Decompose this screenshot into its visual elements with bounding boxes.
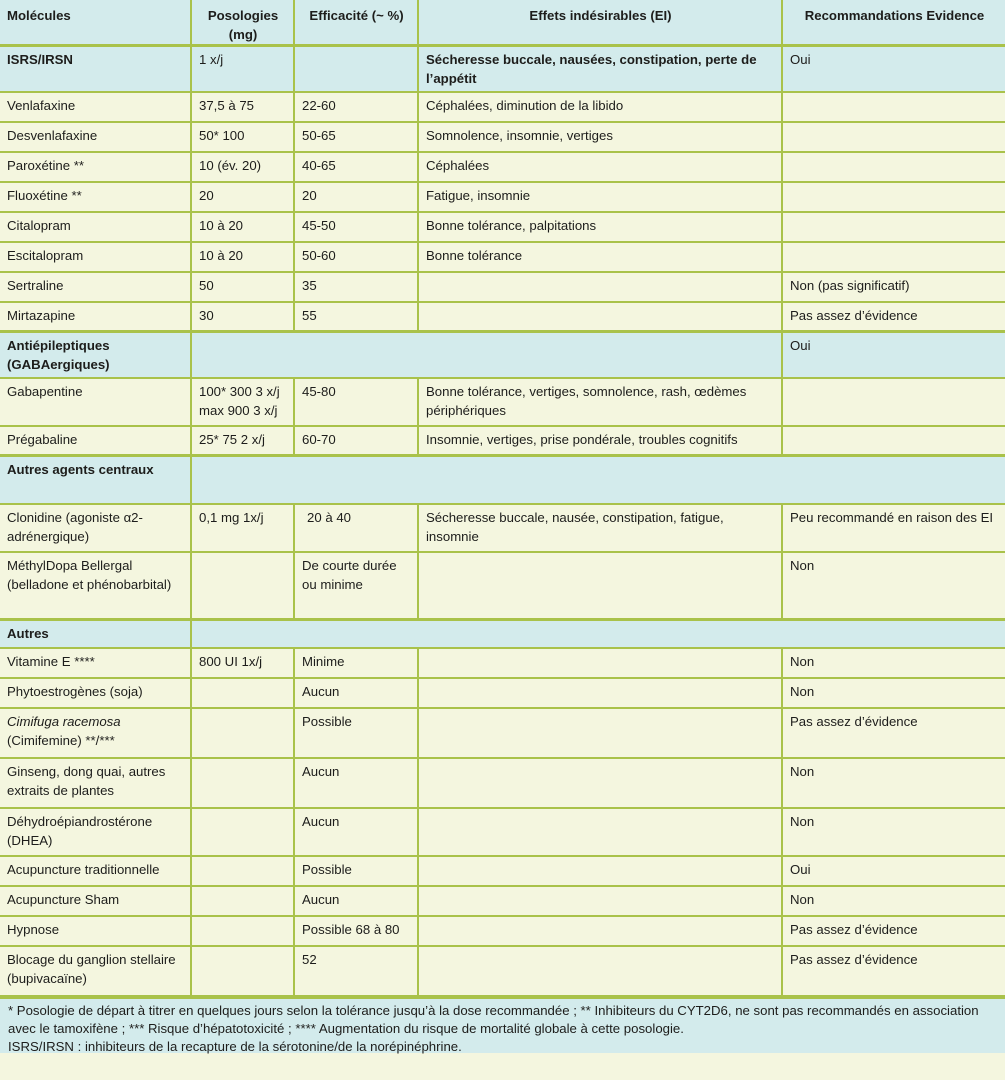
posologie-cell: 10 à 20 bbox=[191, 242, 294, 272]
table-row bbox=[0, 946, 1005, 996]
posologie-cell bbox=[191, 552, 294, 620]
recommandation-cell: Non bbox=[782, 648, 1005, 678]
efficacite-cell: 45-50 bbox=[294, 212, 418, 242]
table-row bbox=[0, 808, 1005, 856]
table-row bbox=[0, 678, 1005, 708]
molecule-cell: Acupuncture traditionnelle bbox=[0, 856, 191, 886]
table-row bbox=[0, 182, 1005, 212]
molecule-cell: Sertraline bbox=[0, 272, 191, 302]
group-label: Autres agents centraux bbox=[0, 456, 191, 504]
molecule-name: (Cimifemine) **/*** bbox=[7, 732, 115, 748]
effets-cell: Céphalées bbox=[418, 152, 782, 182]
posologie-cell: 25* 75 2 x/j bbox=[191, 426, 294, 456]
table-row bbox=[0, 552, 1005, 620]
posologie-cell bbox=[191, 916, 294, 946]
recommandation-cell: Non bbox=[782, 808, 1005, 856]
posologie-cell: 100* 300 3 x/j max 900 3 x/j bbox=[191, 378, 294, 426]
header-molecules: Molécules bbox=[0, 0, 191, 46]
molecule-cell: Paroxétine ** bbox=[0, 152, 191, 182]
footnote-text: * Posologie de départ à titrer en quelques jours selon la tolérance jusqu’à la dose recommandée ; ** Inhibiteurs du CYT2D6, ne sont pas recommandés en association avec le tamoxifène ; *** Risque d’hépatotoxicité ; **** Augmentation du risque de mortalité globale à cette posologie. bbox=[8, 1002, 979, 1036]
header-recommandations: Recommandations Evidence bbox=[782, 0, 1005, 46]
molecule-cell: Gabapentine bbox=[0, 378, 191, 426]
recommandation-cell bbox=[782, 426, 1005, 456]
recommandation-cell bbox=[782, 182, 1005, 212]
effets-cell: Somnolence, insomnie, vertiges bbox=[418, 122, 782, 152]
posologie-cell bbox=[191, 678, 294, 708]
molecule-cell: Hypnose bbox=[0, 916, 191, 946]
effets-cell bbox=[418, 758, 782, 808]
efficacite-cell: Aucun bbox=[294, 886, 418, 916]
molecule-cell: Venlafaxine bbox=[0, 92, 191, 122]
effets-cell: Céphalées, diminution de la libido bbox=[418, 92, 782, 122]
posologie-cell bbox=[191, 886, 294, 916]
recommandation-cell: Pas assez d’évidence bbox=[782, 302, 1005, 332]
effets-cell bbox=[418, 856, 782, 886]
efficacite-cell: 52 bbox=[294, 946, 418, 996]
molecule-cell: MéthylDopa Bellergal (belladone et phénobarbital) bbox=[0, 552, 191, 620]
efficacite-cell: 50-60 bbox=[294, 242, 418, 272]
posologie-cell bbox=[191, 758, 294, 808]
molecule-italic-name: Cimifuga racemosa bbox=[7, 713, 121, 729]
effets-cell bbox=[418, 302, 782, 332]
efficacite-cell: 20 bbox=[294, 182, 418, 212]
molecule-cell: Escitalopram bbox=[0, 242, 191, 272]
posologie-cell: 50* 100 bbox=[191, 122, 294, 152]
molecule-cell: Vitamine E **** bbox=[0, 648, 191, 678]
table-row bbox=[0, 708, 1005, 758]
recommandation-cell bbox=[782, 212, 1005, 242]
molecule-cell: Ginseng, dong quai, autres extraits de plantes bbox=[0, 758, 191, 808]
posologie-cell bbox=[191, 808, 294, 856]
posologie-cell: 30 bbox=[191, 302, 294, 332]
recommandation-cell: Peu recommandé en raison des EI bbox=[782, 504, 1005, 552]
table-row bbox=[0, 916, 1005, 946]
efficacite-cell: 55 bbox=[294, 302, 418, 332]
posologie-cell: 0,1 mg 1x/j bbox=[191, 504, 294, 552]
table-row bbox=[0, 504, 1005, 552]
posologie-cell bbox=[191, 946, 294, 996]
efficacite-cell: 60-70 bbox=[294, 426, 418, 456]
table-row bbox=[0, 272, 1005, 302]
efficacite-cell: 35 bbox=[294, 272, 418, 302]
table-row bbox=[0, 242, 1005, 272]
group-label: Antiépileptiques (GABAergiques) bbox=[0, 332, 191, 378]
molecule-cell: Mirtazapine bbox=[0, 302, 191, 332]
table-row bbox=[0, 152, 1005, 182]
efficacite-cell: 45-80 bbox=[294, 378, 418, 426]
effets-cell bbox=[418, 272, 782, 302]
header-posologies: Posologies (mg) bbox=[191, 0, 294, 46]
molecule-cell: Fluoxétine ** bbox=[0, 182, 191, 212]
table-row bbox=[0, 426, 1005, 456]
recommandation-cell: Non (pas significatif) bbox=[782, 272, 1005, 302]
effets-cell bbox=[418, 648, 782, 678]
recommandation-cell: Oui bbox=[782, 856, 1005, 886]
group-poso: 1 x/j bbox=[191, 46, 294, 92]
recommandation-cell: Non bbox=[782, 552, 1005, 620]
table-row bbox=[0, 122, 1005, 152]
recommandation-cell bbox=[782, 378, 1005, 426]
group-row-autres-agents bbox=[0, 456, 1005, 504]
recommandation-cell bbox=[782, 242, 1005, 272]
effets-cell: Insomnie, vertiges, prise pondérale, troubles cognitifs bbox=[418, 426, 782, 456]
molecule-cell: Citalopram bbox=[0, 212, 191, 242]
recommandation-cell: Pas assez d’évidence bbox=[782, 946, 1005, 996]
recommandation-cell: Non bbox=[782, 886, 1005, 916]
molecule-cell bbox=[0, 708, 191, 758]
molecule-cell: Phytoestrogènes (soja) bbox=[0, 678, 191, 708]
table-row bbox=[0, 758, 1005, 808]
efficacite-cell: 22-60 bbox=[294, 92, 418, 122]
molecule-cell: Desvenlafaxine bbox=[0, 122, 191, 152]
efficacite-cell: Aucun bbox=[294, 758, 418, 808]
efficacite-cell: 20 à 40 bbox=[294, 504, 418, 552]
posologie-cell: 10 (év. 20) bbox=[191, 152, 294, 182]
effets-cell: Fatigue, insomnie bbox=[418, 182, 782, 212]
recommandation-cell: Pas assez d’évidence bbox=[782, 708, 1005, 758]
molecule-cell: Prégabaline bbox=[0, 426, 191, 456]
effets-cell bbox=[418, 808, 782, 856]
efficacite-cell: De courte durée ou minime bbox=[294, 552, 418, 620]
effets-cell: Bonne tolérance bbox=[418, 242, 782, 272]
group-label: ISRS/IRSN bbox=[0, 46, 191, 92]
posologie-cell: 20 bbox=[191, 182, 294, 212]
effets-cell bbox=[418, 946, 782, 996]
effets-cell: Sécheresse buccale, nausée, constipation, fatigue, insomnie bbox=[418, 504, 782, 552]
posologie-cell: 37,5 à 75 bbox=[191, 92, 294, 122]
effets-cell bbox=[418, 916, 782, 946]
table-row bbox=[0, 886, 1005, 916]
molecule-cell: Déhydroépiandrostérone (DHEA) bbox=[0, 808, 191, 856]
table-row bbox=[0, 212, 1005, 242]
efficacite-cell: Minime bbox=[294, 648, 418, 678]
effets-cell: Bonne tolérance, palpitations bbox=[418, 212, 782, 242]
molecule-cell: Blocage du ganglion stellaire (bupivacaïne) bbox=[0, 946, 191, 996]
effets-cell bbox=[418, 886, 782, 916]
header-effets: Effets indésirables (EI) bbox=[418, 0, 782, 46]
recommandation-cell: Non bbox=[782, 678, 1005, 708]
molecule-cell: Clonidine (agoniste α2-adrénergique) bbox=[0, 504, 191, 552]
group-label: Autres bbox=[0, 620, 191, 648]
recommandation-cell bbox=[782, 152, 1005, 182]
effets-cell: Bonne tolérance, vertiges, somnolence, rash, œdèmes périphériques bbox=[418, 378, 782, 426]
posologie-cell: 50 bbox=[191, 272, 294, 302]
posologie-cell bbox=[191, 708, 294, 758]
efficacite-cell: 40-65 bbox=[294, 152, 418, 182]
effets-cell bbox=[418, 678, 782, 708]
table-row bbox=[0, 856, 1005, 886]
group-reco: Oui bbox=[782, 332, 1005, 378]
abbreviation-text: ISRS/IRSN : inhibiteurs de la recapture de la sérotonine/de la norépinéphrine. bbox=[8, 1038, 462, 1054]
effets-cell bbox=[418, 708, 782, 758]
efficacite-cell: 50-65 bbox=[294, 122, 418, 152]
recommandation-cell: Pas assez d’évidence bbox=[782, 916, 1005, 946]
table-row bbox=[0, 378, 1005, 426]
efficacite-cell: Aucun bbox=[294, 678, 418, 708]
posologie-cell bbox=[191, 856, 294, 886]
recommandation-cell bbox=[782, 92, 1005, 122]
group-row-autres bbox=[0, 620, 1005, 648]
efficacite-cell: Possible 68 à 80 bbox=[294, 916, 418, 946]
posologie-cell: 800 UI 1x/j bbox=[191, 648, 294, 678]
recommandation-cell: Non bbox=[782, 758, 1005, 808]
table-row bbox=[0, 648, 1005, 678]
group-effets: Sécheresse buccale, nausées, constipation, perte de l’appétit bbox=[418, 46, 782, 92]
group-reco: Oui bbox=[782, 46, 1005, 92]
group-row-antiepileptiques bbox=[0, 332, 1005, 378]
recommandation-cell bbox=[782, 122, 1005, 152]
footnote bbox=[0, 997, 1005, 1053]
efficacite-cell: Aucun bbox=[294, 808, 418, 856]
header-efficacite: Efficacité (~ %) bbox=[294, 0, 418, 46]
molecule-cell: Acupuncture Sham bbox=[0, 886, 191, 916]
efficacite-cell: Possible bbox=[294, 708, 418, 758]
group-row-isrs bbox=[0, 46, 1005, 92]
table-row bbox=[0, 92, 1005, 122]
efficacite-cell: Possible bbox=[294, 856, 418, 886]
effets-cell bbox=[418, 552, 782, 620]
posologie-cell: 10 à 20 bbox=[191, 212, 294, 242]
table-row bbox=[0, 302, 1005, 332]
